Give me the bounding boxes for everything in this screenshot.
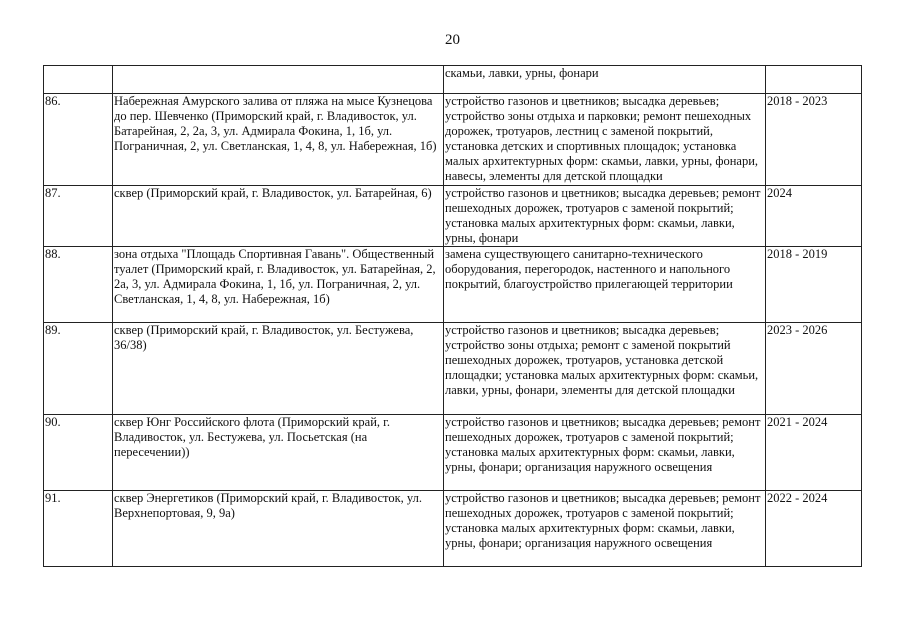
works-description: устройство газонов и цветников; высадка деревьев; ремонт пешеходных дорожек, тротуаров с заменой покрытий; установка малых архитектурных форм: скамьи, лавки, урны, фонари [444,186,766,247]
implementation-years: 2018 - 2023 [766,94,862,186]
row-number [44,66,113,94]
implementation-years: 2021 - 2024 [766,415,862,491]
table-row [44,94,862,186]
implementation-years: 2022 - 2024 [766,491,862,567]
improvement-objects-table [43,65,862,567]
object-name: Набережная Амурского залива от пляжа на мысе Кузнецова до пер. Шевченко (Приморский край, г. Владивосток, ул. Батарейная, 2, 2а, 3, ул. Адмирала Фокина, 1, 1б, ул. Пограничная, 2, ул. Светланская, 1, 4, 8, ул. Набережная, 1б) [113,94,444,186]
works-description: скамьи, лавки, урны, фонари [444,66,766,94]
works-description: устройство газонов и цветников; высадка деревьев; устройство зоны отдыха; ремонт с заменой покрытий пешеходных дорожек, тротуаров, установка детской площадки; установка малых архитектурных форм: скамьи, лавки, урны, фонари, элементы для детской площадки [444,323,766,415]
table-row [44,186,862,247]
object-name: сквер (Приморский край, г. Владивосток, ул. Батарейная, 6) [113,186,444,247]
object-name: сквер Энергетиков (Приморский край, г. Владивосток, ул. Верхнепортовая, 9, 9а) [113,491,444,567]
implementation-years: 2023 - 2026 [766,323,862,415]
object-name: зона отдыха "Площадь Спортивная Гавань". Общественный туалет (Приморский край, г. Владивосток, ул. Батарейная, 2, 2а, 3, ул. Адмирала Фокина, 1, 1б, ул. Пограничная, 2, ул. Светланская, 1, 4, 8, ул. Набережная, 1б) [113,247,444,323]
row-number: 91. [44,491,113,567]
works-description: устройство газонов и цветников; высадка деревьев; ремонт пешеходных дорожек, тротуаров с заменой покрытий; установка малых архитектурных форм: скамьи, лавки, урны, фонари; организация наружного освещения [444,491,766,567]
page-number: 20 [445,32,460,48]
table-row [44,491,862,567]
table-row [44,323,862,415]
table-row [44,247,862,323]
row-number: 88. [44,247,113,323]
implementation-years: 2018 - 2019 [766,247,862,323]
implementation-years: 2024 [766,186,862,247]
implementation-years [766,66,862,94]
table-row [44,66,862,94]
row-number: 89. [44,323,113,415]
row-number: 87. [44,186,113,247]
works-description: устройство газонов и цветников; высадка деревьев; устройство зоны отдыха и парковки; ремонт пешеходных дорожек, тротуаров, лестниц с заменой покрытий, установка детских и спортивных площадок; установка малых архитектурных форм: скамьи, лавки, урны, фонари, навесы, элементы для детской площадки [444,94,766,186]
object-name: сквер (Приморский край, г. Владивосток, ул. Бестужева, 36/38) [113,323,444,415]
table-row [44,415,862,491]
row-number: 90. [44,415,113,491]
works-description: замена существующего санитарно-технического оборудования, перегородок, настенного и напольного покрытий, благоустройство прилегающей территории [444,247,766,323]
row-number: 86. [44,94,113,186]
object-name [113,66,444,94]
object-name: сквер Юнг Российского флота (Приморский край, г. Владивосток, ул. Бестужева, ул. Посьетская (на пересечении)) [113,415,444,491]
works-description: устройство газонов и цветников; высадка деревьев; ремонт пешеходных дорожек, тротуаров с заменой покрытий; установка малых архитектурных форм: скамьи, лавки, урны, фонари; организация наружного освещения [444,415,766,491]
